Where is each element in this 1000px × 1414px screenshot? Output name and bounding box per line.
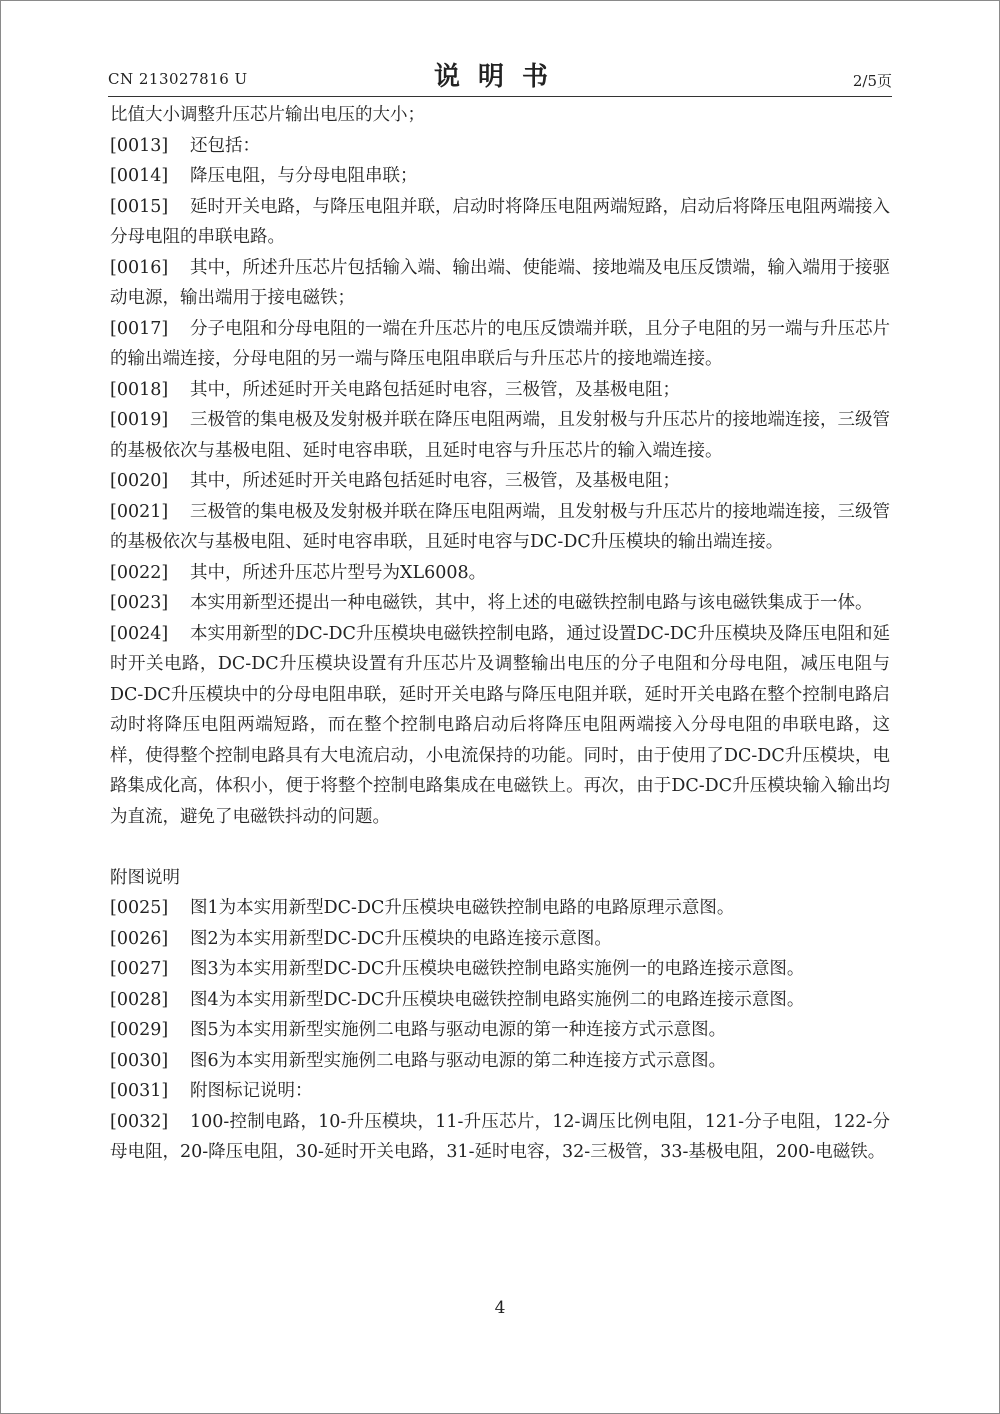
paragraph-text: 图5为本实用新型实施例二电路与驱动电源的第一种连接方式示意图。: [190, 1020, 727, 1040]
paragraph-number: [0016]: [110, 257, 169, 278]
paragraph-number: [0022]: [110, 562, 169, 583]
paragraph-number: [0015]: [110, 196, 169, 217]
paragraph: [110, 466, 890, 497]
page-header: [108, 56, 892, 96]
paragraph-number: [0030]: [110, 1050, 169, 1071]
paragraph-number: [0013]: [110, 135, 169, 156]
paragraph-number: [0025]: [110, 898, 169, 918]
paragraph: [110, 497, 890, 558]
paragraph: [110, 1046, 890, 1077]
paragraph-text: 附图标记说明：: [190, 1081, 313, 1101]
paragraph-number: [0018]: [110, 379, 169, 400]
paragraph-number: [0027]: [110, 959, 169, 979]
paragraph-text: 三极管的集电极及发射极并联在降压电阻两端，且发射极与升压芯片的接地端连接，三级管的基极依次与基极电阻、延时电容串联，且延时电容与DC-DC升压模块的输出端连接。: [110, 501, 890, 552]
paragraph-number: [0020]: [110, 471, 169, 491]
paragraph: [110, 131, 890, 162]
paragraph-text: 其中，所述升压芯片型号为XL6008。: [190, 562, 487, 583]
paragraph-text: 其中，所述延时开关电路包括延时电容，三极管，及基极电阻；: [190, 379, 680, 400]
paragraph-text: 分子电阻和分母电阻的一端在升压芯片的电压反馈端并联，且分子电阻的另一端与升压芯片的输出端连接，分母电阻的另一端与降压电阻串联后与升压芯片的接地端连接。: [110, 318, 890, 369]
paragraph-text: 其中，所述升压芯片包括输入端、输出端、使能端、接地端及电压反馈端，输入端用于接驱动电源，输出端用于接电磁铁；: [110, 257, 890, 308]
paragraph: [110, 588, 890, 619]
paragraph: [110, 954, 890, 985]
paragraph-number: [0023]: [110, 593, 169, 613]
paragraph-text: 三极管的集电极及发射极并联在降压电阻两端，且发射极与升压芯片的接地端连接，三级管的基极依次与基极电阻、延时电容串联，且延时电容与升压芯片的输入端连接。: [110, 410, 890, 461]
paragraph: [110, 558, 890, 589]
paragraph-text: 降压电阻，与分母电阻串联；: [190, 166, 418, 186]
paragraph-text: 图4为本实用新型DC-DC升压模块电磁铁控制电路实施例二的电路连接示意图。: [190, 989, 805, 1010]
paragraph-text: 图3为本实用新型DC-DC升压模块电磁铁控制电路实施例一的电路连接示意图。: [190, 959, 805, 979]
paragraph: [110, 619, 890, 833]
paragraph-number: [0032]: [110, 1111, 169, 1132]
paragraph-number: [0031]: [110, 1081, 169, 1101]
paragraph-number: [0026]: [110, 928, 169, 949]
document-title: 说明书: [433, 62, 566, 92]
paragraph: [110, 161, 890, 192]
paragraph: [110, 253, 890, 314]
paragraph-number: [0024]: [110, 623, 169, 644]
paragraph-text: 图1为本实用新型DC-DC升压模块电磁铁控制电路的电路原理示意图。: [190, 898, 735, 918]
paragraph: [110, 314, 890, 375]
paragraph: [110, 192, 890, 253]
section-heading: 附图说明: [110, 867, 180, 888]
paragraph-group-figures: [110, 893, 890, 1168]
continuation-text: 比值大小调整升压芯片输出电压的大小；: [110, 105, 425, 125]
paragraph-text: 还包括：: [190, 135, 260, 156]
paragraph-number: [0017]: [110, 318, 169, 339]
paragraph: [110, 1076, 890, 1107]
page-count: 2/5页: [852, 72, 892, 90]
publication-number: CN 213027816 U: [108, 70, 248, 88]
paragraph-text: 本实用新型的DC-DC升压模块电磁铁控制电路，通过设置DC-DC升压模块及降压电阻和延时开关电路，DC-DC升压模块设置有升压芯片及调整输出电压的分子电阻和分母电阻，减压电阻与DC-DC升压模块中的分母电阻串联，延时开关电路与降压电阻并联，延时开关电路在整个控制电路启动时将降压电阻两端短路，而在整个控制电路启动后将降压电阻两端接入分母电阻的串联电路，这样，使得整个控制电路具有大电流启动，小电流保持的功能。同时，由于使用了DC-DC升压模块，电路集成化高，体积小，便于将整个控制电路集成在电磁铁上。再次，由于DC-DC升压模块输入输出均为直流，避免了电磁铁抖动的问题。: [110, 623, 890, 827]
paragraph-text: 延时开关电路，与降压电阻并联，启动时将降压电阻两端短路，启动后将降压电阻两端接入分母电阻的串联电路。: [110, 196, 890, 247]
paragraph: [110, 375, 890, 406]
paragraph-text: 其中，所述延时开关电路包括延时电容，三极管，及基极电阻；: [190, 471, 680, 491]
paragraph-number: [0029]: [110, 1020, 169, 1040]
paragraph: [110, 893, 890, 924]
paragraph-text: 图6为本实用新型实施例二电路与驱动电源的第二种连接方式示意图。: [190, 1050, 727, 1071]
paragraph-text: 本实用新型还提出一种电磁铁，其中，将上述的电磁铁控制电路与该电磁铁集成于一体。: [190, 593, 873, 613]
paragraph-number: [0028]: [110, 989, 169, 1010]
paragraph-number: [0019]: [110, 410, 169, 430]
paragraph: [110, 1107, 890, 1168]
paragraph: [110, 924, 890, 955]
paragraph: [110, 1015, 890, 1046]
document-body: [110, 100, 890, 1168]
paragraph: [110, 405, 890, 466]
paragraph-group-main: [110, 131, 890, 833]
page-number: 4: [494, 1298, 506, 1318]
paragraph-number: [0014]: [110, 166, 169, 186]
paragraph-number: [0021]: [110, 501, 169, 522]
header-rule: [108, 96, 892, 97]
paragraph-text: 100-控制电路，10-升压模块，11-升压芯片，12-调压比例电阻，121-分子电阻，122-分母电阻，20-降压电阻，30-延时开关电路，31-延时电容，32-三极管，33-基极电阻，200-电磁铁。: [110, 1111, 890, 1162]
paragraph-text: 图2为本实用新型DC-DC升压模块的电路连接示意图。: [190, 928, 612, 949]
paragraph: [110, 985, 890, 1016]
